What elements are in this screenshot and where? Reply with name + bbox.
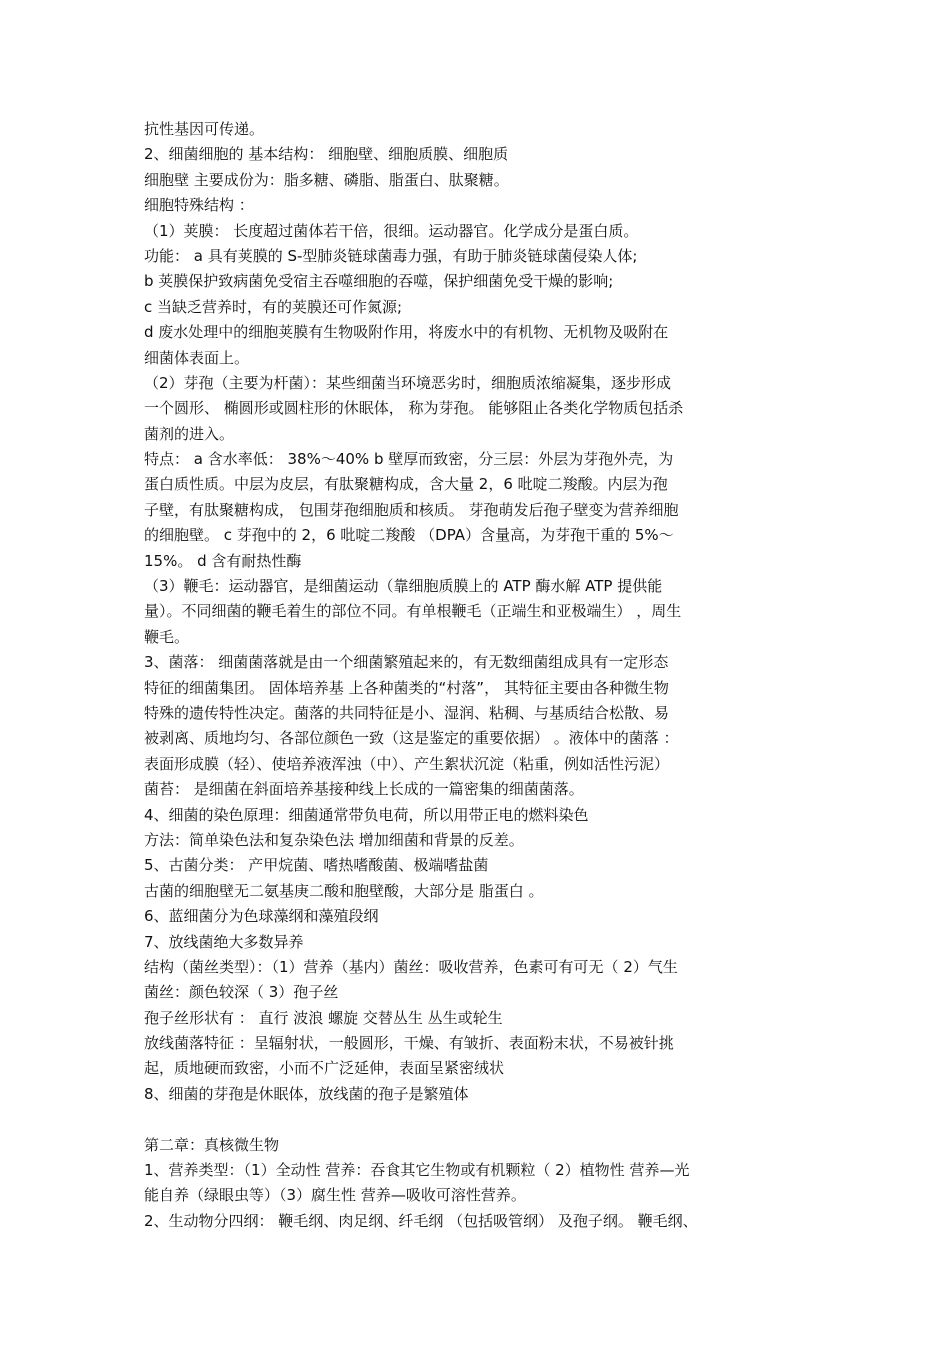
text-line: （2）芽孢（主要为杆菌）：某些细菌当环境恶劣时，细胞质浓缩凝集，逐步形成 [144,373,672,392]
text-line: 特殊的遗传特性决定。菌落的共同特征是小、湿润、粘稠、与基质结合松散、易 [144,703,670,722]
text-line: 3、菌落： 细菌菌落就是由一个细菌繁殖起来的，有无数细菌组成具有一定形态 [144,653,669,672]
text-line: 15%。 d 含有耐热性酶 [144,551,302,570]
text-line: （1）荚膜： 长度超过菌体若干倍，很细。运动器官。化学成分是蛋白质。 [144,221,639,240]
text-line: 2、细菌细胞的 基本结构： 细胞壁、细胞质膜、细胞质 [144,145,509,164]
text-line: 菌苔： 是细菌在斜面培养基接种线上长成的一篇密集的细菌菌落。 [144,780,584,799]
text-line: （3）鞭毛：运动器官，是细菌运动（靠细胞质膜上的 ATP 酶水解 ATP 提供能 [144,577,663,596]
text-line: 2、生动物分四纲： 鞭毛纲、肉足纲、纤毛纲 （包括吸管纲） 及孢子纲。 鞭毛纲、 [144,1211,698,1230]
text-line: 1、营养类型：（1）全动性 营养：吞食其它生物或有机颗粒（ 2）植物性 营养—光 [144,1161,690,1180]
text-line: 5、古菌分类： 产甲烷菌、嗜热嗜酸菌、极端嗜盐菌 [144,856,489,875]
text-line: 功能： a 具有荚膜的 S-型肺炎链球菌毒力强，有助于肺炎链球菌侵染人体; [144,246,638,265]
text-line: 特征的细菌集团。 固体培养基 上各种菌类的“村落”， 其特征主要由各种微生物 [144,678,669,697]
text-line: 孢子丝形状有 ： 直行 波浪 螺旋 交替丛生 丛生或轮生 [144,1008,503,1027]
text-line: c 当缺乏营养时，有的荚膜还可作氮源; [144,297,403,316]
text-line: 第二章：真核微生物 [144,1135,280,1154]
text-line: 细胞特殊结构 ： [144,196,254,215]
text-line: 的细胞壁。 c 芽孢中的 2，6 吡啶二羧酸 （DPA）含量高，为芽孢干重的 5%～ [144,526,674,545]
text-line: 被剥离、质地均匀、各部位颜色一致（这是鉴定的重要依据） 。液体中的菌落 ： [144,729,679,748]
text-line: 能自养（绿眼虫等）（3）腐生性 营养—吸收可溶性营养。 [144,1186,526,1205]
text-line: 鞭毛。 [144,627,190,646]
document-body [144,117,814,1234]
text-line: 一个圆形、 椭圆形或圆柱形的休眠体， 称为芽孢。 能够阻止各类化学物质包括杀 [144,399,684,418]
text-line: 4、细菌的染色原理：细菌通常带负电荷，所以用带正电的燃料染色 [144,805,589,824]
text-line: 子壁，有肽聚糖构成， 包围芽孢细胞质和核质。 芽孢萌发后孢子壁变为营养细胞 [144,500,679,519]
text-line: 量）。不同细菌的鞭毛着生的部位不同。有单根鞭毛（正端生和亚极端生） ，周生 [144,602,682,621]
text-line: 菌剂的进入。 [144,424,235,443]
text-line: 方法：简单染色法和复杂染色法 增加细菌和背景的反差。 [144,830,524,849]
text-line: d 废水处理中的细胞荚膜有生物吸附作用，将废水中的有机物、无机物及吸附在 [144,323,669,342]
text-line: 细菌体表面上。 [144,348,250,367]
text-line: 8、细菌的芽孢是休眠体，放线菌的孢子是繁殖体 [144,1084,469,1103]
text-line: 结构（菌丝类型）：（1）营养（基内）菌丝：吸收营养，色素可有可无（ 2）气生 [144,957,678,976]
text-line: 特点： a 含水率低： 38%～40% b 壁厚而致密，分三层：外层为芽孢外壳，为 [144,450,674,469]
text-line: 菌丝：颜色较深（ 3）孢子丝 [144,983,339,1002]
text-line: 放线菌落特征 ：呈辐射状，一般圆形，干燥、有皱折、表面粉末状，不易被针挑 [144,1034,674,1053]
text-line: 起，质地硬而致密，小而不广泛延伸，表面呈紧密绒状 [144,1059,505,1078]
text-line: 古菌的细胞壁无二氨基庚二酸和胞壁酸，大部分是 脂蛋白 。 [144,881,544,900]
text-line: 抗性基因可传递。 [144,120,265,138]
text-line: 细胞壁 主要成份为：脂多糖、磷脂、脂蛋白、肽聚糖。 [144,170,509,189]
text-line: b 荚膜保护致病菌免受宿主吞噬细胞的吞噬，保护细菌免受干燥的影响; [144,272,614,291]
blank-line [144,1107,814,1132]
text-line: 7、放线菌绝大多数异养 [144,932,304,951]
text-line: 表面形成膜（轻）、使培养液浑浊（中）、产生絮状沉淀（粘重，例如活性污泥） [144,754,670,773]
text-line: 6、蓝细菌分为色球藻纲和藻殖段纲 [144,907,379,926]
text-line: 蛋白质性质。中层为皮层，有肽聚糖构成，含大量 2，6 吡啶二羧酸。内层为孢 [144,475,668,494]
